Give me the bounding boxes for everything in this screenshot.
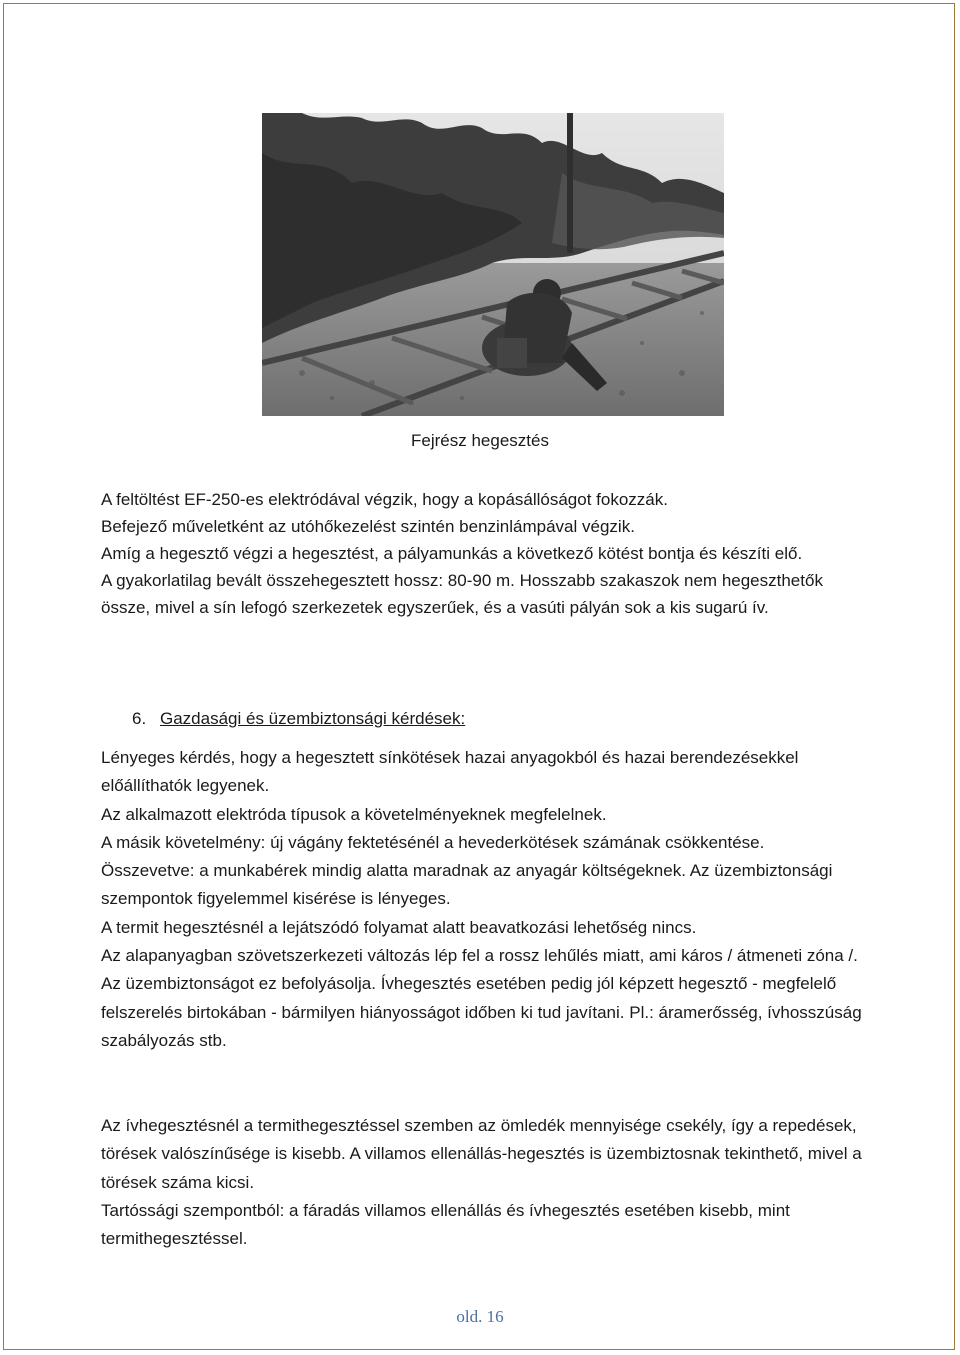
paragraph-line: Befejező műveletként az utóhőkezelést szintén benzinlámpával végzik. xyxy=(101,517,635,536)
paragraph-line: Az alapanyagban szövetszerkezeti változás lép fel a rossz lehűlés miatt, ami káros / átmeneti zóna /. xyxy=(101,946,858,966)
railway-welding-photo xyxy=(262,113,724,416)
paragraph-line: Az ívhegesztésnél a termithegesztéssel szemben az ömledék mennyisége csekély, így a repedések, törések valószínűsége is kisebb. A villamos ellenállás-hegesztés is üzembiztosnak tekinthető, mivel a törések száma kicsi. xyxy=(101,1116,862,1192)
section-title: Gazdasági és üzembiztonsági kérdések: xyxy=(160,709,466,728)
paragraph-economics-safety xyxy=(101,744,871,1055)
paragraph-line: Az alkalmazott elektróda típusok a követelményeknek megfelelnek. xyxy=(101,804,607,824)
paragraph-line: A másik követelmény: új vágány fektetésénél a hevederkötések számának csökkentése. xyxy=(101,832,765,852)
paragraph-line: A gyakorlatilag bevált összehegesztett hossz: 80-90 m. Hosszabb szakaszok nem hegeszthetők össze, mivel a sín lefogó szerkezetek egyszerűek, és a vasúti pályán sok a kis sugarú ív. xyxy=(101,571,823,617)
photo-image xyxy=(262,113,724,416)
paragraph-welding-process xyxy=(101,486,871,621)
figure-caption: Fejrész hegesztés xyxy=(411,431,549,450)
page-number: old. 16 xyxy=(456,1307,504,1326)
section-number: 6. xyxy=(132,709,147,728)
paragraph-line: Az üzembiztonságot ez befolyásolja. Ívhegesztés esetében pedig jól képzett hegesztő - megfelelő felszerelés birtokában - bármilyen hiányosságot időben ki tud javítani. Pl.: áramerősség, ívhosszúság szabályozás stb. xyxy=(101,974,862,1050)
paragraph-line: Tartóssági szempontból: a fáradás villamos ellenállás és ívhegesztés esetében kisebb, mint termithegesztéssel. xyxy=(101,1200,790,1249)
paragraph-line: Amíg a hegesztő végzi a hegesztést, a pályamunkás a következő kötést bontja és készíti elő. xyxy=(101,544,803,563)
section-heading xyxy=(132,708,465,730)
paragraph-line: Összevetve: a munkabérek mindig alatta maradnak az anyagár költségeknek. Az üzembiztonsági szempontok figyelemmel kisérése is lényeges. xyxy=(101,861,833,909)
paragraph-line: A termit hegesztésnél a lejátszódó folyamat alatt beavatkozási lehetőség nincs. xyxy=(101,917,697,937)
paragraph-line: A feltöltést EF-250-es elektródával végzik, hogy a kopásállóságot fokozzák. xyxy=(101,490,668,509)
paragraph-comparison xyxy=(101,1112,871,1253)
paragraph-line: Lényeges kérdés, hogy a hegesztett sínkötések hazai anyagokból és hazai berendezésekkel előállíthatók legyenek. xyxy=(101,748,799,796)
